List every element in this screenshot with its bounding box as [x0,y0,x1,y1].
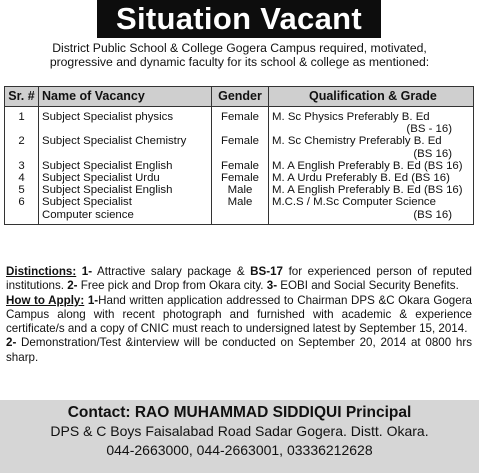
contact-box [0,400,479,473]
distinction-num-1: 1- [81,265,93,278]
contact-name: Contact: RAO MUHAMMAD SIDDIQUI Principal [67,404,412,421]
apply-num-2: 2- [6,336,17,350]
header-qualification: Qualification & Grade [269,87,474,107]
apply-text-2: Demonstration/Test &interview will be conducted on September 20, 2014 at 0800 hrs sharp. [6,336,472,364]
distinctions-paragraph [6,265,472,294]
row-gender: Female [212,172,269,184]
row-qualification [269,196,474,224]
distinction-bs: BS-17 [250,265,284,278]
table-row [5,160,474,172]
intro-line-2: progressive and dynamic faculty for its school & college as mentioned: [49,55,430,69]
intro-text [0,41,479,69]
row-vacancy [39,196,212,224]
row-sr: 6 [5,196,39,224]
distinction-num-2: 2- [67,279,78,293]
row-vacancy-line-1: Subject Specialist [42,196,132,209]
contact-address: DPS & C Boys Faisalabad Road Sadar Gogera. Distt. Okara. [50,423,429,439]
row-gender: Female [212,107,269,136]
row-vacancy: Subject Specialist Chemistry [39,135,212,159]
distinction-text-1: Attractive salary package & [92,265,251,278]
row-gender: Female [212,135,269,159]
header-sr: Sr. # [5,87,39,107]
row-qualification [269,107,474,136]
distinction-num-3: 3- [266,279,278,293]
row-vacancy: Subject Specialist English [39,160,212,172]
header-gender: Gender [212,87,269,107]
distinction-text-2: for experienced person of reputed institutions. [6,265,472,293]
vacancy-table [4,86,474,225]
table-row [5,196,474,224]
table-header-row [5,87,474,107]
header-name: Name of Vacancy [39,87,212,107]
row-grade: (BS 16) [413,208,452,221]
row-qualification [269,135,474,159]
table-row [5,184,474,196]
apply-paragraph-2 [6,336,472,365]
row-sr: 2 [5,135,39,159]
row-vacancy-line-2: Computer science [42,208,134,221]
row-gender: Male [212,196,269,224]
intro-line-1: District Public School & College Gogera Campus required, motivated, [52,41,427,55]
row-qual-text: M. Sc Physics Preferably B. Ed [272,111,430,123]
row-qual-text: M. Sc Chemistry Preferably B. Ed [272,135,442,148]
row-vacancy: Subject Specialist Urdu [39,172,212,184]
row-vacancy: Subject Specialist physics [39,107,212,136]
row-sr: 1 [5,107,39,136]
row-gender: Male [212,184,269,196]
contact-phones: 044-2663000, 044-2663001, 03336212628 [106,442,373,458]
distinction-text-3: Free pick and Drop from Okara city. [77,279,267,293]
row-grade: (BS 16) [413,147,452,160]
row-qualification: M. A Urdu Preferably B. Ed (BS 16) [269,172,474,184]
apply-label: How to Apply: [6,293,85,307]
row-gender: Female [212,160,269,172]
distinction-text-4: EOBI and Social Security Benefits. [277,279,459,293]
distinctions-label: Distinctions: [6,265,77,278]
row-vacancy: Subject Specialist English [39,184,212,196]
row-sr: 5 [5,184,39,196]
apply-paragraph-1 [6,294,472,337]
row-qual-text: M.C.S / M.Sc Computer Science [272,196,436,209]
row-sr: 3 [5,160,39,172]
table-row [5,135,474,159]
row-sr: 4 [5,172,39,184]
apply-num-1: 1- [84,293,99,307]
row-qualification: M. A English Preferably B. Ed (BS 16) [269,160,474,172]
row-qualification: M. A English Preferably B. Ed (BS 16) [269,184,474,196]
row-grade: (BS - 16) [406,123,452,136]
table-row [5,107,474,136]
apply-text-1: Hand written application addressed to Chairman DPS &C Okara Gogera Campus along with recent photograph and furnished with academic & experience certificate/s and a copy of CNIC must reach to undersigned latest by September 15, 2014. [6,293,472,336]
details-section [6,265,472,365]
page-title: Situation Vacant [97,0,381,38]
table-row [5,172,474,184]
